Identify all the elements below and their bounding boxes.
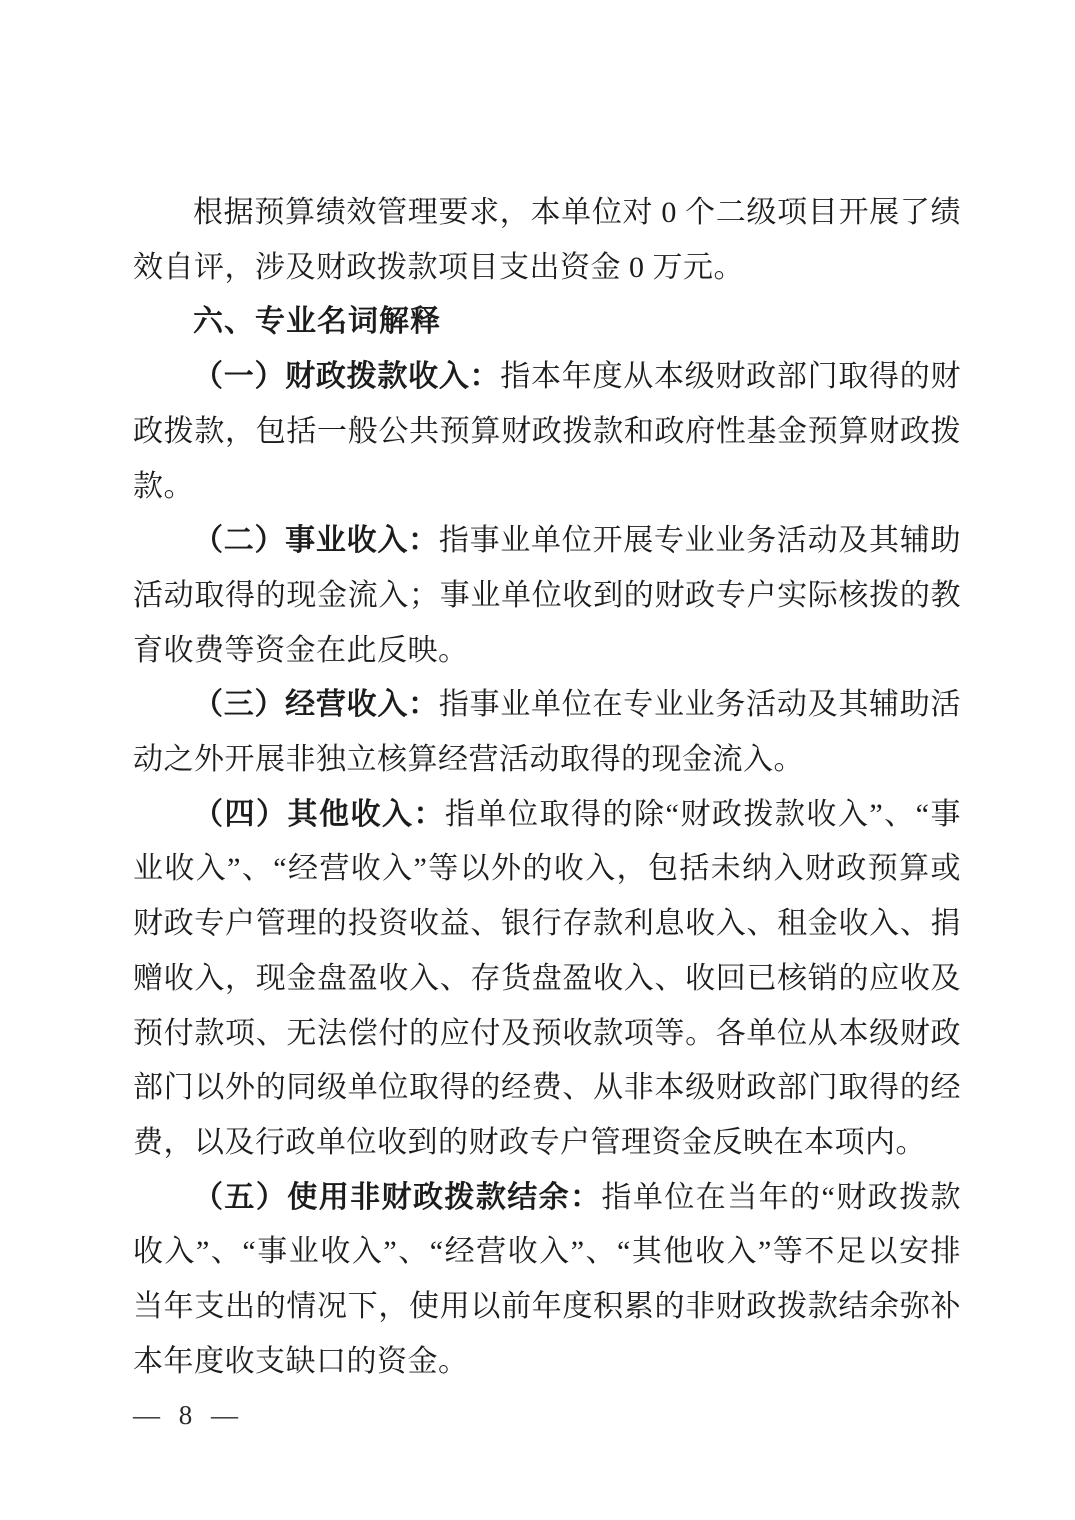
definition-paragraph-1 <box>133 350 961 514</box>
definition-term-4: （四）其他收入： <box>193 797 446 831</box>
intro-paragraph-text: 根据预算绩效管理要求，本单位对 0 个二级项目开展了绩效自评，涉及财政拨款项目支出资金 0 万元。 <box>133 196 961 284</box>
definition-paragraph-3 <box>133 678 961 787</box>
intro-paragraph <box>133 186 961 295</box>
document-body <box>133 186 961 1389</box>
definition-paragraph-4 <box>133 788 961 1171</box>
definition-body-3: 指事业单位在专业业务活动及其辅助活动之外开展非独立核算经营活动取得的现金流入。 <box>133 688 962 777</box>
definition-paragraph-2 <box>133 514 961 678</box>
definition-paragraph-5 <box>133 1171 961 1390</box>
definition-term-5: （五）使用非财政拨款结余： <box>193 1180 602 1214</box>
definition-term-3: （三）经营收入： <box>193 688 439 722</box>
definition-term-2: （二）事业收入： <box>193 524 439 558</box>
definition-body-5: 指单位在当年的“财政拨款收入”、“事业收入”、“经营收入”、“其他收入”等不足以安排当年支出的情况下，使用以前年度积累的非财政拨款结余弥补本年度收支缺口的资金。 <box>133 1180 961 1378</box>
page-number: — 8 — <box>133 1400 244 1430</box>
definition-body-2: 指事业单位开展专业业务活动及其辅助活动取得的现金流入；事业单位收到的财政专户实际核拨的教育收费等资金在此反映。 <box>133 524 962 667</box>
section-heading: 六、专业名词解释 <box>193 305 441 339</box>
definition-body-4: 指单位取得的除“财政拨款收入”、“事业收入”、“经营收入”等以外的收入，包括未纳入财政预算或财政专户管理的投资收益、银行存款利息收入、租金收入、捐赠收入，现金盘盈收入、存货盘盈收入、收回已核销的应收及预付款项、无法偿付的应付及预收款项等。各单位从本级财政部门以外的同级单位取得的经费、从非本级财政部门取得的经费，以及行政单位收到的财政专户管理资金反映在本项内。 <box>133 797 961 1159</box>
definition-term-1: （一）财政拨款收入： <box>193 360 501 394</box>
definition-body-1: 指本年度从本级财政部门取得的财政拨款，包括一般公共预算财政拨款和政府性基金预算财政拨款。 <box>133 360 962 503</box>
